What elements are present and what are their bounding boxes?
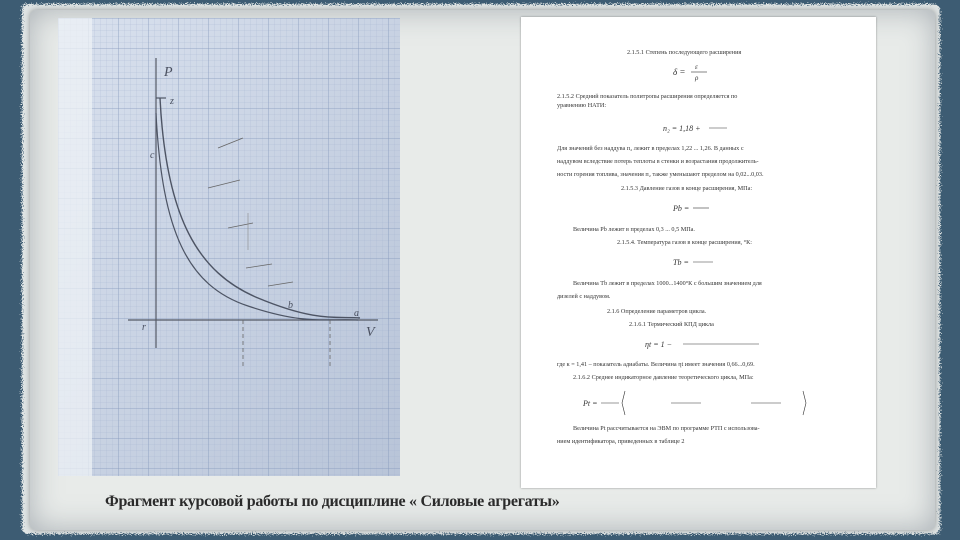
point-label-r: r <box>142 322 146 333</box>
doc-line: дизелей с наддувом. <box>557 293 611 300</box>
svg-text:Pb =: Pb = <box>673 204 690 213</box>
point-label-a: a <box>354 308 359 319</box>
v-axis-label: V <box>366 325 375 340</box>
svg-text:ε: ε <box>695 63 698 71</box>
slide-caption: Фрагмент курсовой работы по дисциплине « Силовые агрегаты» <box>105 493 560 510</box>
p-axis-label: P <box>164 65 173 80</box>
doc-line: нием идентификатора, приведенных в таблице 2 <box>557 438 685 445</box>
point-label-z: z <box>170 96 174 107</box>
doc-line: Величина Pt рассчитывается на ЭВМ по программе РТП с использова- <box>573 425 760 432</box>
doc-line: где к = 1,41 – показатель адиабаты. Величина ηt имеет значения 0,66...0,69. <box>557 361 755 368</box>
section-heading: 2.1.5.4. Температура газов в конце расширения, °К: <box>617 239 752 246</box>
point-label-c: c <box>150 150 155 161</box>
section-heading: 2.1.5.3 Давление газов в конце расширения, МПа: <box>621 185 753 192</box>
svg-text:Pt =: Pt = <box>583 399 598 408</box>
point-label-b: b <box>288 300 293 311</box>
formula-n2 <box>661 117 731 139</box>
section-heading: 2.1.6.2 Среднее индикаторное давление теоретического цикла, МПа: <box>573 374 754 381</box>
section-heading: 2.1.6.1 Термический КПД цикла <box>629 321 714 328</box>
section-heading: 2.1.5.1 Степень последующего расширения <box>627 49 742 56</box>
document-page <box>521 17 876 488</box>
svg-text:ηt = 1 −: ηt = 1 − <box>645 340 672 349</box>
formula-pb <box>671 197 711 219</box>
doc-line: уравнению НАТИ: <box>557 102 607 109</box>
svg-text:δ =: δ = <box>673 67 686 77</box>
svg-text:n₂ = 1,18 +: n₂ = 1,18 + <box>663 124 701 133</box>
pv-diagram-sketch <box>58 18 400 476</box>
formula-delta <box>671 61 711 83</box>
formula-tb <box>671 251 717 273</box>
doc-line: наддувом вследствие потерь теплоты в стенки и возрастания продолжитель- <box>557 158 759 165</box>
formula-pt <box>581 387 811 419</box>
doc-line: Для значений без наддува п₂ лежит в пределах 1,22 ... 1,26. В данных с <box>557 145 744 152</box>
doc-line: Величина Tb лежит в пределах 1000...1400°К с большим значением для <box>573 280 762 287</box>
doc-line: ности горения топлива, значения п₂ также уменьшают пределом на 0,02...0,03. <box>557 171 764 178</box>
section-heading: 2.1.6 Определение параметров цикла. <box>607 308 707 315</box>
doc-line: 2.1.5.2 Средний показатель политропы расширения определяется по <box>557 93 738 100</box>
svg-text:ρ: ρ <box>695 74 699 82</box>
svg-text:Tb =: Tb = <box>673 258 689 267</box>
page-margin <box>58 18 92 476</box>
graph-paper-photo <box>58 18 400 476</box>
formula-eta <box>643 331 763 357</box>
doc-line: Величина Pb лежит в пределах 0,3 ... 0,5 МПа. <box>573 226 695 233</box>
